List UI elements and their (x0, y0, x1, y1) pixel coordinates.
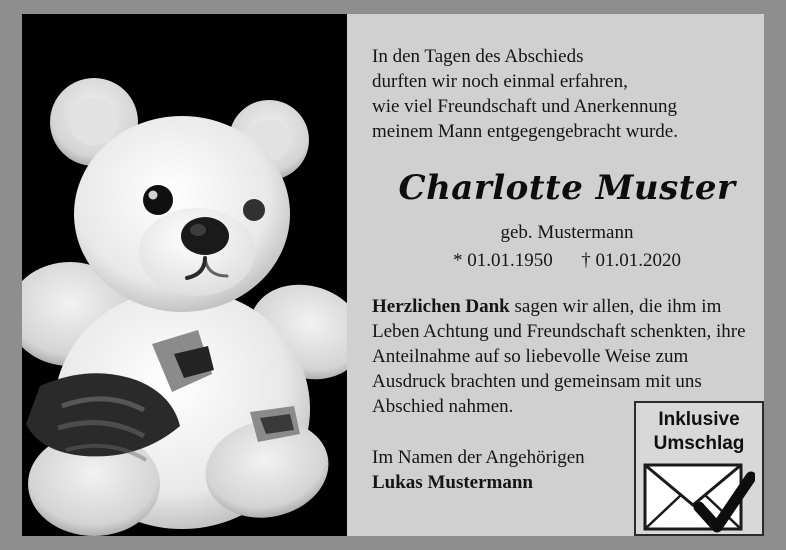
closing-name: Lukas Mustermann (372, 472, 533, 493)
badge-line-1: Inklusive (658, 409, 740, 430)
intro-line-2: durften wir noch einmal erfahren, (372, 71, 628, 92)
card-inner (22, 14, 764, 536)
deceased-name: Charlotte Muster (398, 168, 736, 208)
frame-top-bar (0, 0, 786, 14)
closing-line: Im Namen der Angehörigen (372, 447, 585, 468)
teddy-bear-photo (22, 14, 347, 536)
birth-death-dates: * 01.01.1950 † 01.01.2020 (453, 250, 681, 271)
thanks-line-3: auf so liebevolle Weise zum Ausdruck (372, 346, 689, 392)
badge-line-2: Umschlag (653, 433, 745, 454)
thanks-line-2: Freundschaft schenkten, ihre Anteilnahme (372, 321, 746, 367)
thanks-heading: Herzlichen Dank (372, 296, 510, 317)
thanks-line-4: brachten und gemeinsam mit (450, 371, 671, 392)
intro-line-3: wie viel Freundschaft und Anerkennung (372, 96, 677, 117)
frame-bottom-bar (0, 536, 786, 550)
maiden-name: geb. Mustermann (500, 222, 634, 243)
intro-line-4: meinem Mann entgegengebracht wurde. (372, 121, 678, 142)
frame-left-bar (0, 0, 22, 550)
thanks-line-1: die ihm im Leben Achtung und (372, 296, 722, 342)
thanks-heading-rest: sagen wir allen, (509, 296, 635, 317)
thanks-line-5: uns Abschied nahmen. (372, 371, 702, 417)
intro-line-1: In den Tagen des Abschieds (372, 46, 584, 67)
frame-right-bar (764, 0, 786, 550)
inclusive-envelope-badge (634, 401, 764, 536)
envelope-check-graphic (643, 461, 755, 535)
intro-paragraph (372, 44, 762, 144)
